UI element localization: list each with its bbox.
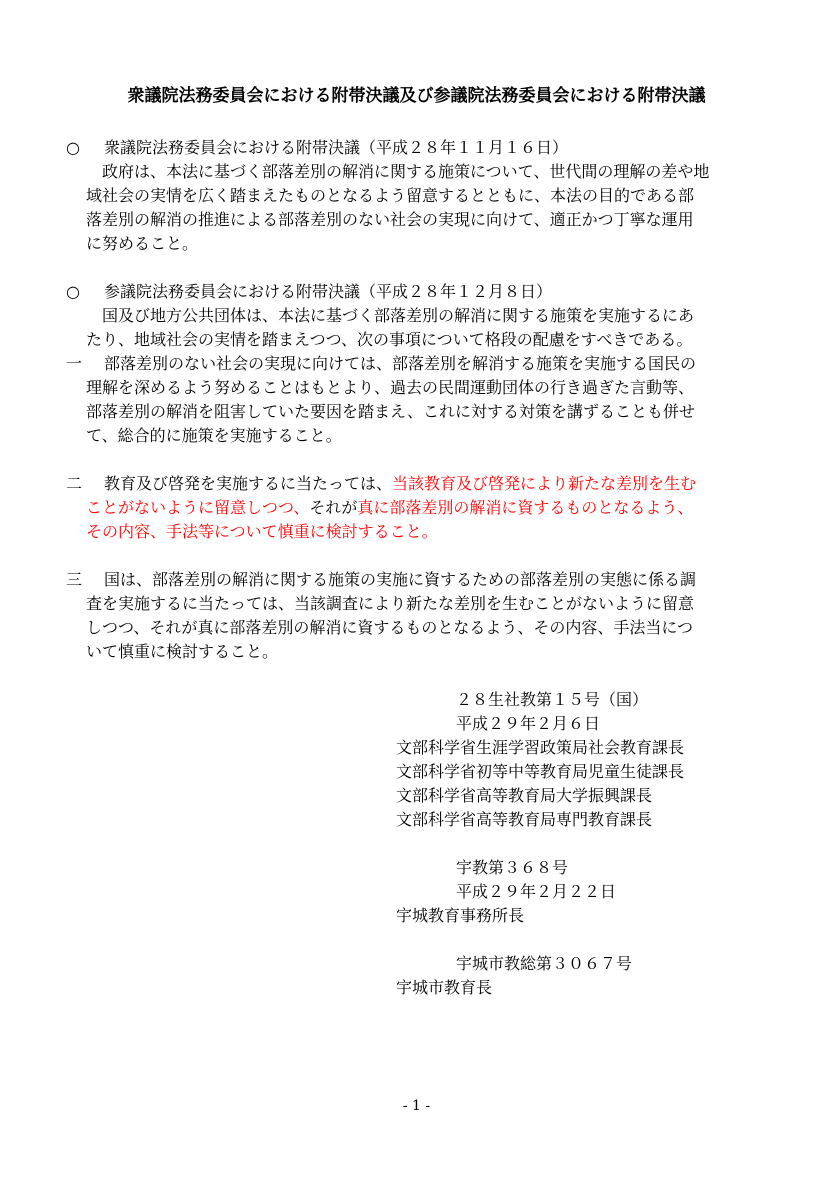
- item-3-marker: 三: [66, 570, 83, 589]
- item-1-line-2: 理解を深めるよう努めることはもとより、過去の民間運動団体の行き過ぎた言動等、: [86, 378, 695, 397]
- notice-1-sender-1: 文部科学省生涯学習政策局社会教育課長: [396, 738, 685, 757]
- item-2-line-2-emphasis-b: 真に部落差別の解消に資するものとなるよう、: [357, 498, 694, 517]
- shugiin-line-4: に努めること。: [86, 234, 199, 253]
- item-1-line-4: て、総合的に施策を実施すること。: [86, 426, 342, 445]
- notice-1-number: ２８生社教第１５号（国）: [456, 690, 649, 709]
- item-3-line-1: 国は、部落差別の解消に関する施策の実施に資するための部落差別の実態に係る調: [104, 570, 697, 589]
- item-1-line-1: 部落差別のない社会の実現に向けては、部落差別を解消する施策を実施する国民の: [104, 354, 697, 373]
- item-2-marker: 二: [66, 474, 83, 493]
- item-2-line-2-emphasis-a: ことがないように留意しつつ、: [86, 498, 310, 517]
- item-2-line-2: [86, 496, 693, 520]
- notice-1-sender-2: 文部科学省初等中等教育局児童生徒課長: [396, 762, 685, 781]
- item-3-line-4: いて慎重に検討すること。: [86, 642, 279, 661]
- document-title: 衆議院法務委員会における附帯決議及び参議院法務委員会における附帯決議: [127, 86, 706, 106]
- notice-3-number: 宇城市教総第３０６７号: [456, 954, 633, 973]
- item-2-line-1-emphasis: 当該教育及び啓発により新たな差別を生む: [392, 474, 697, 493]
- item-1-marker: 一: [66, 354, 83, 373]
- section-marker-shugiin: ○: [66, 138, 80, 157]
- notice-2-sender: 宇城教育事務所長: [396, 906, 525, 925]
- shugiin-line-3: 落差別の解消の推進による部落差別のない社会の実現に向けて、適正かつ丁寧な運用: [86, 210, 694, 229]
- notice-1-sender-4: 文部科学省高等教育局専門教育課長: [396, 810, 653, 829]
- sangiin-line-1: 国及び地方公共団体は、本法に基づく部落差別の解消に関する施策を実施するにあ: [102, 306, 695, 325]
- section-heading-shugiin: 衆議院法務委員会における附帯決議（平成２８年１１月１６日）: [104, 138, 569, 157]
- notice-2-number: 宇教第３６８号: [456, 858, 569, 877]
- shugiin-line-1: 政府は、本法に基づく部落差別の解消に関する施策について、世代間の理解の差や地: [102, 162, 710, 181]
- item-2-line-1-normal: 教育及び啓発を実施するに当たっては、: [104, 474, 393, 493]
- item-2-line-2-normal: それが: [309, 498, 358, 517]
- item-2-line-1: [104, 472, 696, 496]
- page-number: - 1 -: [402, 1098, 431, 1114]
- notice-2-date: 平成２９年２月２２日: [456, 882, 617, 901]
- item-3-line-2: 査を実施するに当たっては、当該調査により新たな差別を生むことがないように留意: [86, 594, 695, 613]
- item-2-line-3: その内容、手法等について慎重に検討すること。: [86, 522, 438, 541]
- item-3-line-3: しつつ、それが真に部落差別の解消に資するものとなるよう、その内容、手法当につ: [86, 618, 694, 637]
- notice-3-sender: 宇城市教育長: [396, 978, 493, 997]
- sangiin-line-2: たり、地域社会の実情を踏まえつつ、次の事項について格段の配慮をすべきである。: [86, 330, 693, 349]
- notice-1-sender-3: 文部科学省高等教育局大学振興課長: [396, 786, 653, 805]
- section-heading-sangiin: 参議院法務委員会における附帯決議（平成２８年１２月８日）: [104, 282, 553, 301]
- section-marker-sangiin: ○: [66, 282, 80, 301]
- notice-1-date: 平成２９年２月６日: [456, 714, 601, 733]
- item-1-line-3: 部落差別の解消を阻害していた要因を踏まえ、これに対する対策を講ずることも併せ: [86, 402, 695, 421]
- shugiin-line-2: 域社会の実情を広く踏まえたものとなるよう留意するとともに、本法の目的である部: [86, 186, 695, 205]
